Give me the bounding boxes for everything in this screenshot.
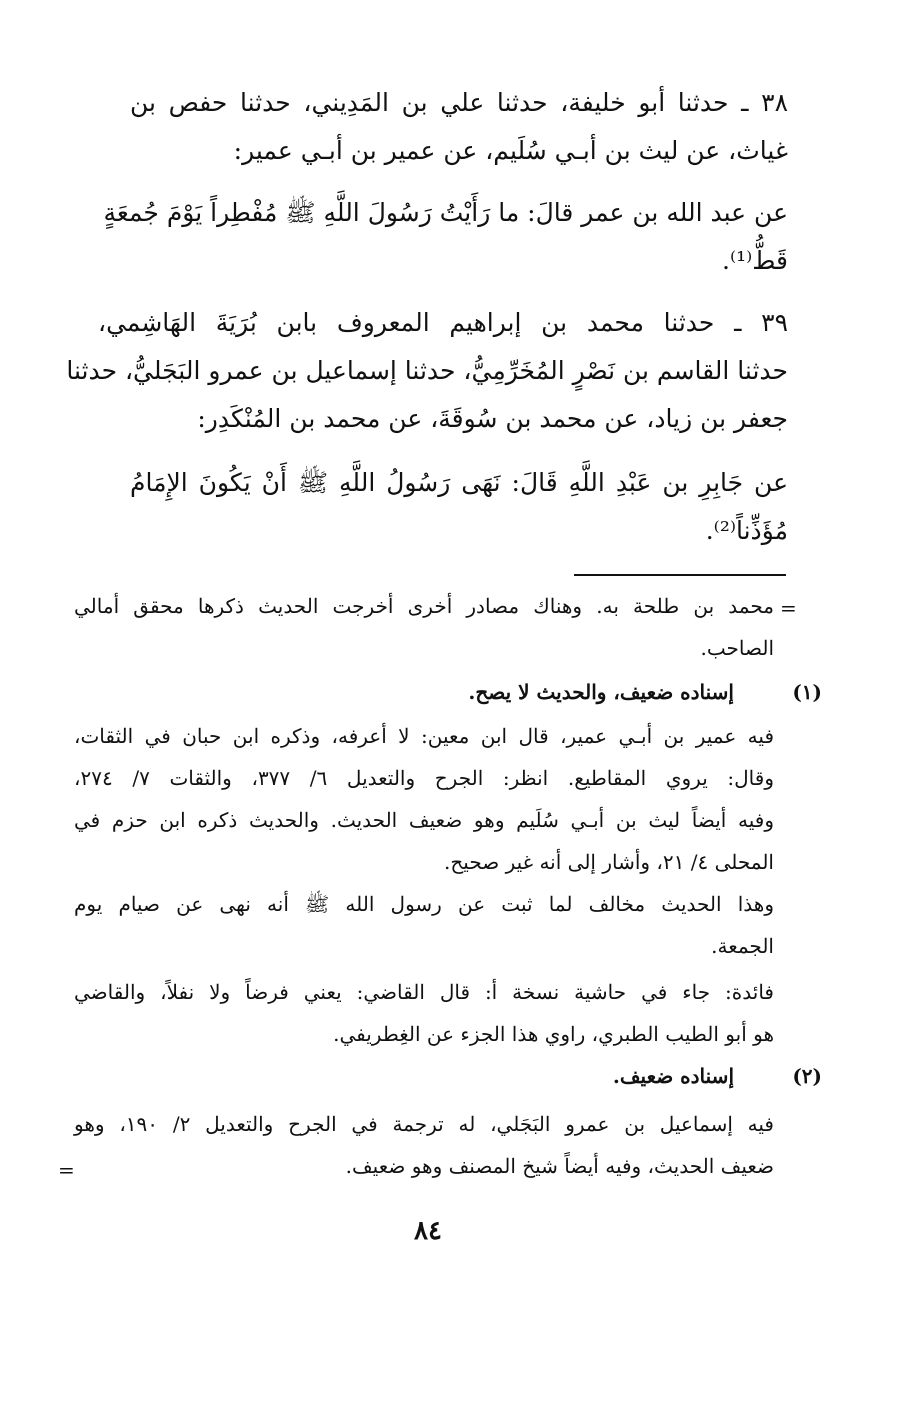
footnote-1-para-1-line-1: فيه عمير بن أبـي عمير، قال ابن معين: لا أعرفه، وذكره ابن حبان في الثقات، bbox=[74, 724, 774, 748]
continuation-mark-bottom: = bbox=[58, 1158, 75, 1182]
hadith-38-isnad-line-2: غياث، عن ليث بن أبـي سُلَيم، عن عمير بن أبـي عمير: bbox=[233, 136, 788, 165]
footnote-1-para-1-line-3: وفيه أيضاً ليث بن أبـي سُلَيم وهو ضعيف الحديث. والحديث ذكره ابن حزم في bbox=[74, 808, 774, 832]
footnote-continued-line-1: محمد بن طلحة به. وهناك مصادر أخرى أخرجت الحديث ذكرها محقق أمالي bbox=[74, 594, 774, 618]
footnote-1-heading: إسناده ضعيف، والحديث لا يصح. bbox=[468, 680, 734, 704]
hadith-39-text-line-1: عن جَابِرِ بن عَبْدِ اللَّهِ قَالَ: نَهَى رَسُولُ اللَّهِ ﷺ أَنْ يَكُونَ الإِمَامُ bbox=[130, 468, 788, 497]
footnote-1-para-2-line-1: وهذا الحديث مخالف لما ثبت عن رسول الله ﷺ أنه نهى عن صيام يوم bbox=[74, 892, 774, 916]
page-number: ٨٤ bbox=[414, 1216, 442, 1246]
hadith-38-text-line-2: قَطُّ⁽¹⁾. bbox=[722, 246, 788, 275]
footnote-separator bbox=[574, 574, 786, 576]
hadith-38-text-line-1: عن عبد الله بن عمر قالَ: ما رَأَيْتُ رَسُولَ اللَّهِ ﷺ مُفْطِراً يَوْمَ جُمعَةٍ bbox=[103, 198, 788, 227]
hadith-38-isnad-line-1: ٣٨ ـ حدثنا أبو خليفة، حدثنا علي بن المَدِيني، حدثنا حفص بن bbox=[130, 88, 788, 117]
footnote-2-line-1: فيه إسماعيل بن عمرو البَجَلي، له ترجمة في الجرح والتعديل ٢/ ١٩٠، وهو bbox=[74, 1112, 774, 1136]
footnote-2-line-2: ضعيف الحديث، وفيه أيضاً شيخ المصنف وهو ضعيف. bbox=[345, 1154, 774, 1178]
footnote-1-para-1-line-4: المحلى ٤/ ٢١، وأشار إلى أنه غير صحيح. bbox=[444, 850, 774, 874]
continuation-mark-top: = bbox=[780, 596, 797, 620]
hadith-39-text-line-2: مُؤَذِّناً⁽²⁾. bbox=[705, 516, 788, 545]
hadith-39-isnad-line-2: حدثنا القاسم بن نَصْرٍ المُخَرِّمِيُّ، حدثنا إسماعيل بن عمرو البَجَليُّ، حدثنا bbox=[66, 356, 788, 385]
footnote-1-para-3-line-2: هو أبو الطيب الطبري، راوي هذا الجزء عن الغِطريفي. bbox=[333, 1022, 774, 1046]
footnote-1-number: (١) bbox=[792, 680, 822, 704]
footnote-1-para-2-line-2: الجمعة. bbox=[711, 934, 774, 958]
hadith-39-isnad-line-1: ٣٩ ـ حدثنا محمد بن إبراهيم المعروف بابن بُرَيَةَ الهَاشِمي، bbox=[98, 308, 788, 337]
footnote-1-para-1-line-2: وقال: يروي المقاطيع. انظر: الجرح والتعديل ٦/ ٣٧٧، والثقات ٧/ ٢٧٤، bbox=[74, 766, 774, 790]
footnote-continued-line-2: الصاحب. bbox=[700, 636, 774, 660]
footnote-1-para-3-line-1: فائدة: جاء في حاشية نسخة أ: قال القاضي: يعني فرضاً ولا نفلاً، والقاضي bbox=[74, 980, 774, 1004]
hadith-39-isnad-line-3: جعفر بن زياد، عن محمد بن سُوقَةَ، عن محمد بن المُنْكَدِر: bbox=[197, 404, 788, 433]
footnote-2-heading: إسناده ضعيف. bbox=[612, 1064, 734, 1088]
footnote-2-number: (٢) bbox=[792, 1064, 822, 1088]
